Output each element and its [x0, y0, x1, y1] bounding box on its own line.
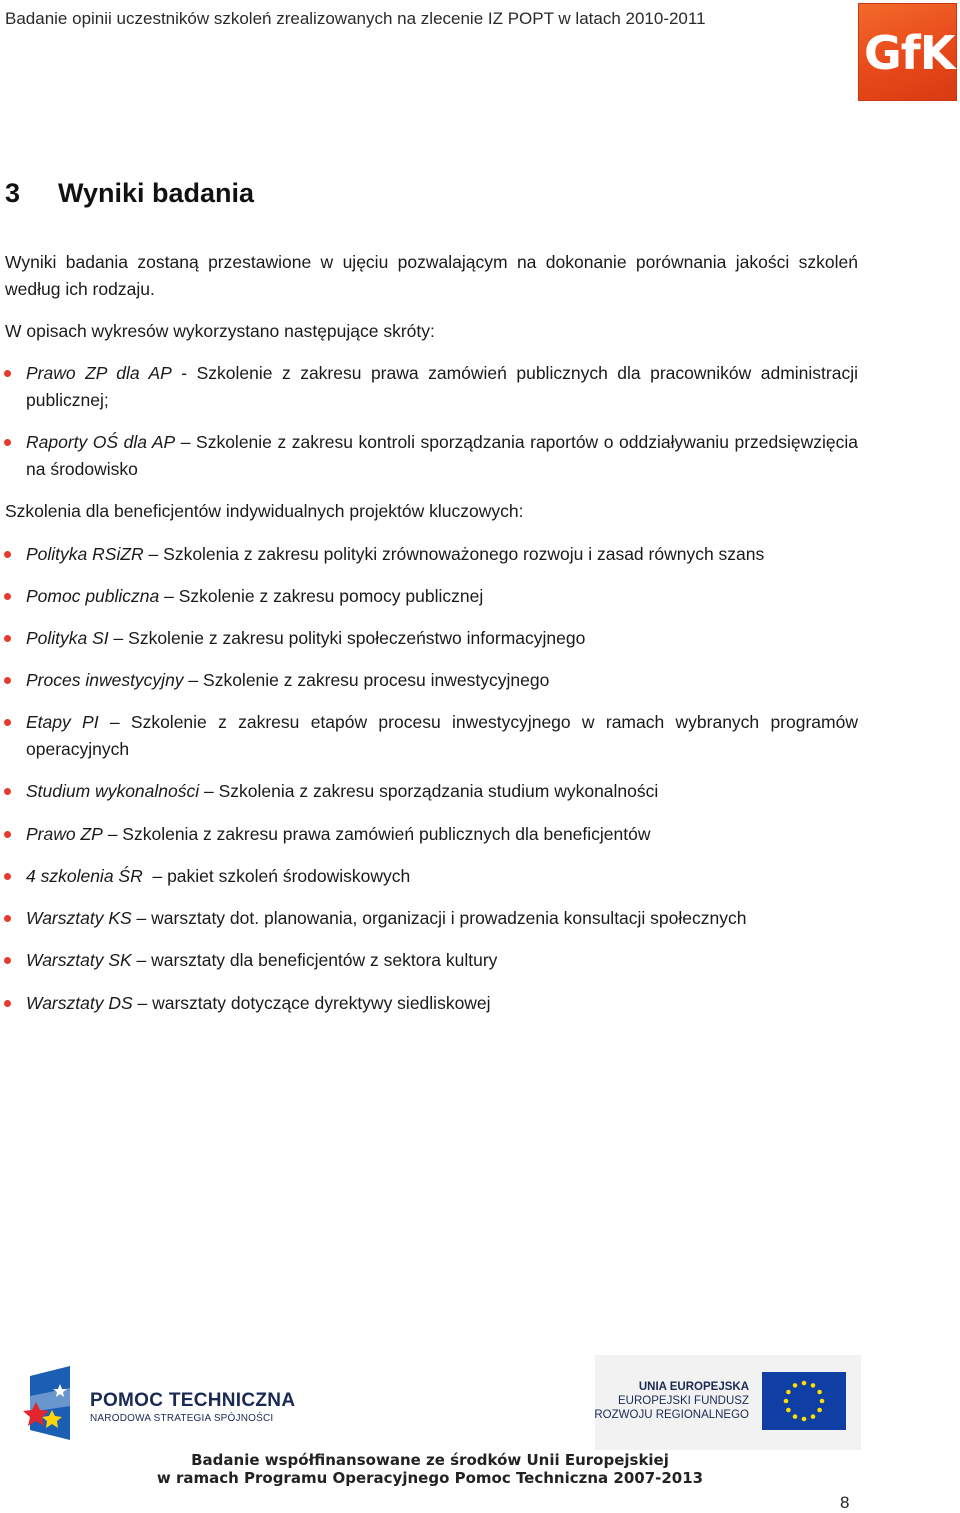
list-item-separator: – — [131, 950, 152, 970]
list-item — [26, 429, 858, 483]
list-item — [26, 863, 858, 890]
abbreviations-intro: W opisach wykresów wykorzystano następujące skróty: — [5, 321, 435, 341]
list-item-separator: – — [199, 781, 219, 801]
section-title: Wyniki badania — [58, 178, 255, 208]
list-item — [26, 541, 858, 568]
list-item-description: Szkolenie z zakresu pomocy publicznej — [178, 586, 484, 606]
intro-paragraph: Wyniki badania zostaną przestawione w ujęciu pozwalającym na dokonanie porównania jakości szkoleń według ich rodzaju. — [5, 252, 858, 299]
list-item-term: Warsztaty DS — [26, 993, 133, 1013]
list-item-term: Prawo ZP dla AP — [26, 363, 172, 383]
list-item-term: Raporty OŚ dla AP — [26, 432, 176, 452]
list-item-description: Szkolenia z zakresu polityki zrównoważonego rozwoju i zasad równych szans — [163, 544, 765, 564]
list-item-separator: – — [98, 712, 131, 732]
list-item-term: Prawo ZP — [26, 824, 103, 844]
list-item-separator: – — [175, 432, 197, 452]
list-item-separator: - — [171, 363, 197, 383]
list-item — [26, 821, 858, 848]
list-item-separator: – — [142, 866, 168, 886]
gfk-logo-text: GfK — [864, 26, 955, 80]
section-number: 3 — [5, 178, 21, 208]
list-item-term: Polityka RSiZR — [26, 544, 144, 564]
page-number: 8 — [840, 1493, 850, 1512]
list-item-term: Warsztaty KS — [26, 908, 132, 928]
eu-flag-icon — [762, 1372, 846, 1430]
list-item-description: pakiet szkoleń środowiskowych — [167, 866, 411, 886]
list-item-term: Etapy PI — [26, 712, 99, 732]
list-item-term: Warsztaty SK — [26, 950, 132, 970]
list-item-separator: – — [159, 586, 179, 606]
list-item-description: Szkolenie z zakresu procesu inwestycyjnego — [203, 670, 550, 690]
list-item — [26, 360, 858, 414]
list-item-description: warsztaty dotyczące dyrektywy siedliskowej — [152, 993, 491, 1013]
list-item-description: warsztaty dla beneficjentów z sektora kultury — [151, 950, 498, 970]
list-item-term: Studium wykonalności — [26, 781, 200, 801]
pt-logo-subtitle: NARODOWA STRATEGIA SPÓJNOŚCI — [90, 1413, 274, 1424]
eu-logo-line1: UNIA EUROPEJSKA — [638, 1381, 749, 1393]
eu-logo — [595, 1355, 861, 1450]
list-item — [26, 625, 858, 652]
gfk-logo — [858, 3, 957, 101]
list-item — [26, 905, 858, 932]
eu-logo-line2: EUROPEJSKI FUNDUSZ — [618, 1395, 749, 1407]
list-item-separator: – — [143, 544, 164, 564]
list-item — [26, 667, 858, 694]
list-item-term: 4 szkolenia ŚR — [26, 866, 143, 886]
list-item-description: Szkolenie z zakresu etapów procesu inwestycyjnego w ramach wybranych programów operacyjnych — [26, 712, 858, 759]
group2-intro: Szkolenia dla beneficjentów indywidualnych projektów kluczowych: — [5, 501, 524, 521]
list-item-separator: – — [132, 993, 153, 1013]
list-item-separator: – — [108, 628, 129, 648]
list-item-term: Proces inwestycyjny — [26, 670, 184, 690]
list-item-description: Szkolenie z zakresu polityki społeczeństwo informacyjnego — [128, 628, 586, 648]
list-item-separator: – — [183, 670, 204, 690]
list-item — [26, 778, 858, 805]
pt-logo-title: POMOC TECHNICZNA — [90, 1390, 296, 1411]
funding-line-1: Badanie współfinansowane ze środków Unii Europejskiej — [191, 1451, 669, 1469]
list-item — [26, 709, 858, 763]
list-item — [26, 947, 858, 974]
eu-logo-line3: ROZWOJU REGIONALNEGO — [594, 1409, 749, 1421]
funding-line-2: w ramach Programu Operacyjnego Pomoc Techniczna 2007-2013 — [156, 1469, 704, 1487]
list-item-description: Szkolenie z zakresu kontroli sporządzania raportów o oddziaływaniu przedsięwzięcia na środowisko — [26, 432, 858, 479]
section-heading — [5, 178, 254, 209]
list-item-description: Szkolenie z zakresu prawa zamówień publicznych dla pracowników administracji publicznej; — [26, 363, 858, 410]
list-item-separator: – — [102, 824, 123, 844]
list-item-description: warsztaty dot. planowania, organizacji i prowadzenia konsultacji społecznych — [151, 908, 747, 928]
list-item-separator: – — [131, 908, 152, 928]
list-item-term: Pomoc publiczna — [26, 586, 160, 606]
list-item-term: Polityka SI — [26, 628, 109, 648]
list-item — [26, 990, 858, 1017]
document-header-title: Badanie opinii uczestników szkoleń zrealizowanych na zlecenie IZ POPT w latach 2010-2011 — [5, 9, 706, 28]
list-item-description: Szkolenia z zakresu sporządzania studium wykonalności — [218, 781, 659, 801]
list-item-description: Szkolenia z zakresu prawa zamówień publicznych dla beneficjentów — [122, 824, 651, 844]
list-item — [26, 583, 858, 610]
